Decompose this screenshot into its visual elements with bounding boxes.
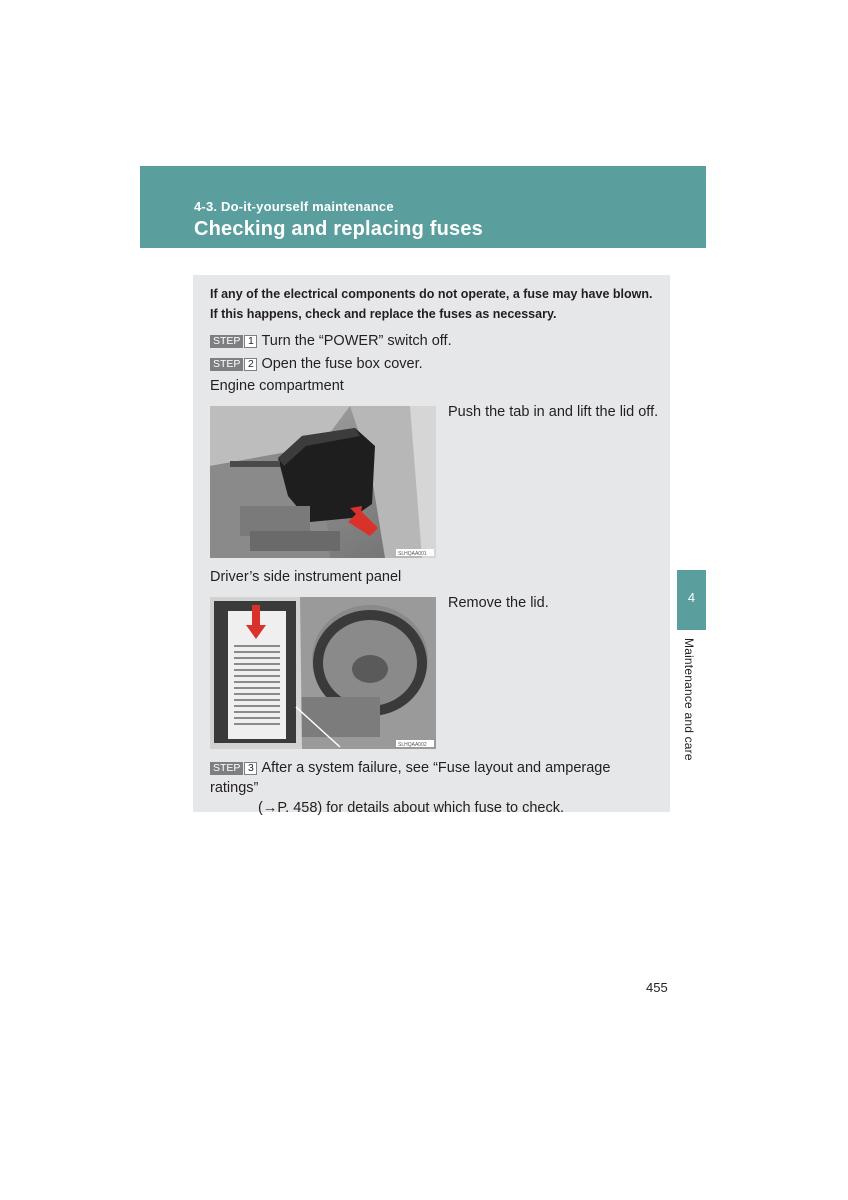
step-3-text-line1: After a system failure, see “Fuse layout and amperage ratings” bbox=[210, 760, 611, 796]
engine-caption: Push the tab in and lift the lid off. bbox=[448, 404, 659, 420]
driver-panel-photo bbox=[210, 597, 436, 749]
page-number: 455 bbox=[646, 980, 668, 995]
step-1 bbox=[210, 330, 452, 351]
step-2 bbox=[210, 353, 423, 374]
header-band bbox=[140, 166, 706, 248]
section-label: 4-3. Do-it-yourself maintenance bbox=[194, 199, 394, 214]
chapter-tab bbox=[677, 570, 706, 630]
step-1-text: Turn the “POWER” switch off. bbox=[261, 333, 452, 349]
intro-text: If any of the electrical components do not operate, a fuse may have blown. If this happens, check and replace the fuses as necessary. bbox=[210, 287, 653, 321]
step-2-text: Open the fuse box cover. bbox=[261, 356, 423, 372]
step-3 bbox=[210, 757, 660, 818]
chapter-number: 4 bbox=[687, 590, 696, 605]
driver-caption: Remove the lid. bbox=[448, 595, 549, 611]
engine-compartment-heading: Engine compartment bbox=[210, 378, 344, 394]
engine-image-code: SLHQAA001 bbox=[398, 551, 427, 557]
chapter-title: Maintenance and care bbox=[682, 638, 696, 761]
step-1-badge: STEP 1 bbox=[210, 330, 257, 350]
driver-image-code: SLHQAA002 bbox=[398, 742, 427, 748]
content-box bbox=[193, 275, 670, 816]
step-3-badge: STEP 3 bbox=[210, 757, 257, 777]
driver-panel-heading: Driver’s side instrument panel bbox=[210, 569, 402, 585]
page-title: Checking and replacing fuses bbox=[194, 218, 484, 240]
engine-fuse-box-photo bbox=[210, 406, 436, 558]
step-2-badge: STEP 2 bbox=[210, 353, 257, 373]
step-3-text-line2: (→P. 458) for details about which fuse to check. bbox=[258, 800, 565, 816]
